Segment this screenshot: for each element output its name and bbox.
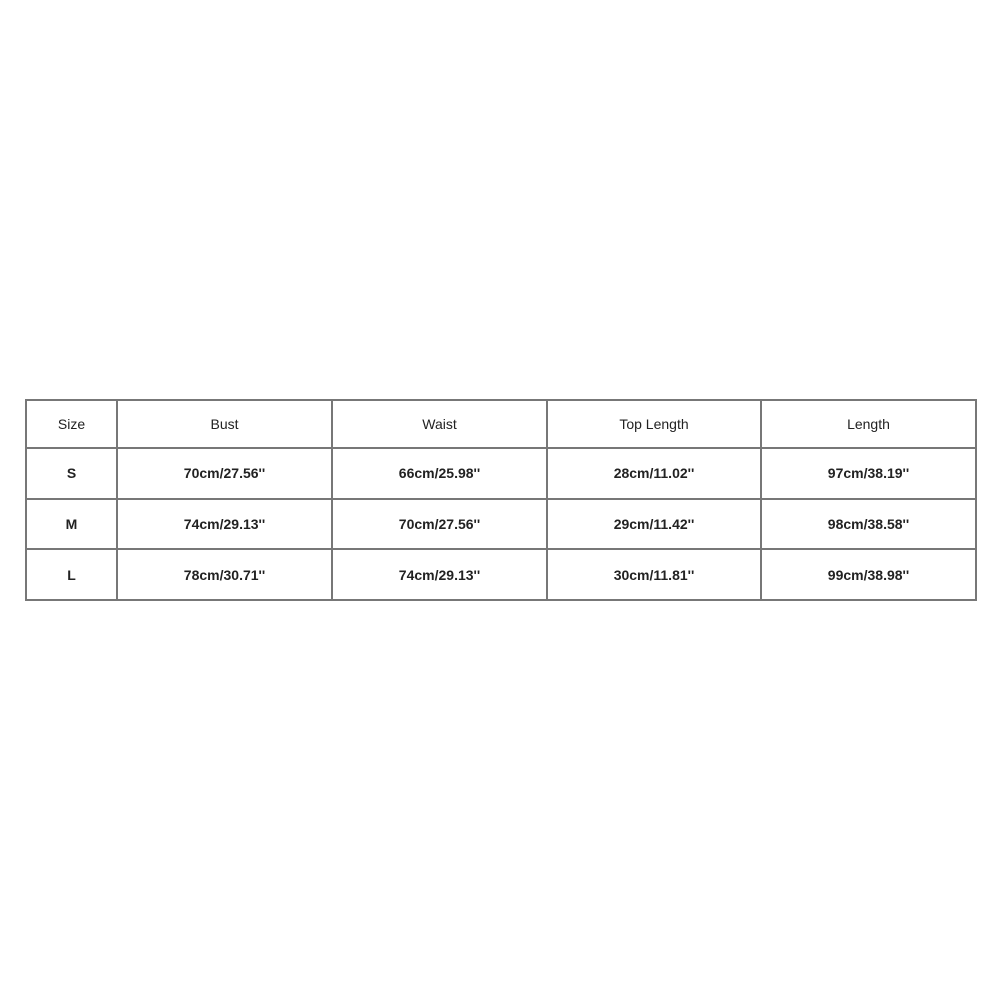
size-chart-table bbox=[25, 399, 977, 601]
top-length-cell: 30cm/11.81'' bbox=[547, 549, 761, 600]
header-top-length: Top Length bbox=[547, 400, 761, 448]
table-row bbox=[26, 549, 976, 600]
size-cell: M bbox=[26, 499, 117, 550]
length-cell: 99cm/38.98'' bbox=[761, 549, 976, 600]
length-cell: 97cm/38.19'' bbox=[761, 448, 976, 499]
header-waist: Waist bbox=[332, 400, 547, 448]
size-cell: L bbox=[26, 549, 117, 600]
bust-cell: 70cm/27.56'' bbox=[117, 448, 332, 499]
header-bust: Bust bbox=[117, 400, 332, 448]
waist-cell: 74cm/29.13'' bbox=[332, 549, 547, 600]
waist-cell: 66cm/25.98'' bbox=[332, 448, 547, 499]
table-row bbox=[26, 499, 976, 550]
top-length-cell: 29cm/11.42'' bbox=[547, 499, 761, 550]
header-length: Length bbox=[761, 400, 976, 448]
bust-cell: 78cm/30.71'' bbox=[117, 549, 332, 600]
header-size: Size bbox=[26, 400, 117, 448]
length-cell: 98cm/38.58'' bbox=[761, 499, 976, 550]
bust-cell: 74cm/29.13'' bbox=[117, 499, 332, 550]
top-length-cell: 28cm/11.02'' bbox=[547, 448, 761, 499]
size-cell: S bbox=[26, 448, 117, 499]
header-row bbox=[26, 400, 976, 448]
table-row bbox=[26, 448, 976, 499]
waist-cell: 70cm/27.56'' bbox=[332, 499, 547, 550]
